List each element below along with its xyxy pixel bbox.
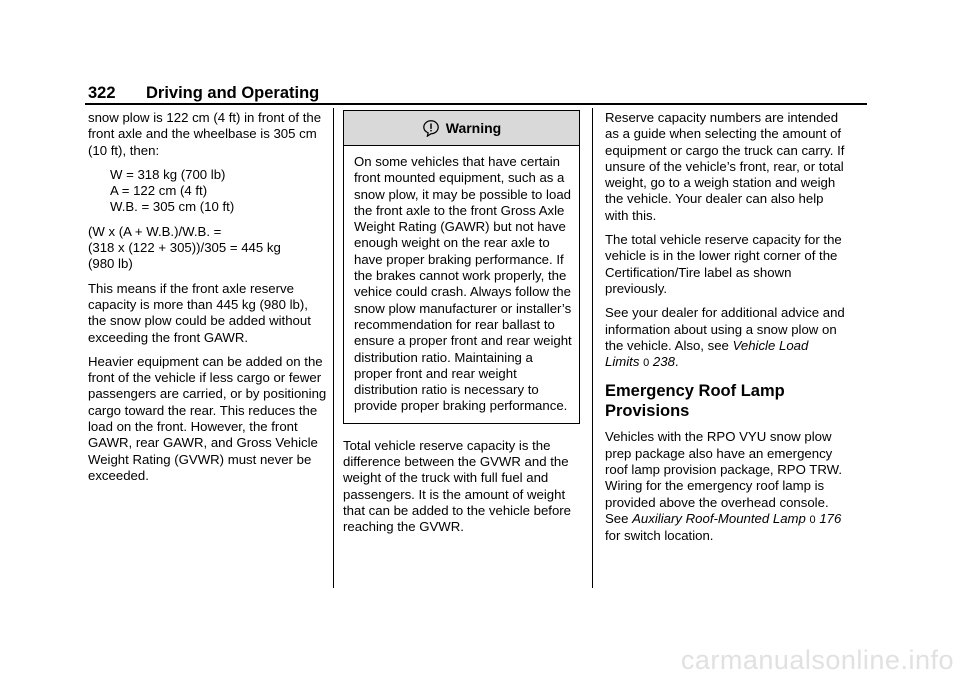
column-divider (592, 108, 593, 588)
formula-line: (318 x (122 + 305))/305 = 445 kg (88, 240, 281, 256)
see-dealer-paragraph (605, 305, 845, 371)
page-header (88, 84, 319, 103)
watermark: carmanualsonline.info (680, 645, 954, 675)
variable-a: A = 122 cm (4 ft) (110, 183, 208, 199)
formula (88, 224, 328, 273)
column-right (605, 110, 845, 553)
column-left (88, 110, 328, 492)
variable-w: W = 318 kg (700 lb) (110, 166, 226, 182)
formula-line: (980 lb) (88, 256, 133, 272)
warning-box (343, 110, 580, 424)
section-title: Driving and Operating (146, 84, 320, 102)
vehicle-load-limits-page[interactable]: 238 (652, 354, 675, 370)
rpo-text-end: for switch location. (605, 528, 714, 544)
page-reference-arrow: 0 (643, 357, 650, 370)
rpo-text: Vehicles with the RPO VYU snow plow prep package also have an emergency roof lamp provision package, RPO TRW. Wiring for the emergency roof lamp is provided above the overhead console. See (605, 429, 842, 526)
vehicle-load-limits-link[interactable]: Vehicle Load Limits (605, 337, 809, 370)
auxiliary-roof-lamp-page[interactable]: 176 (819, 510, 842, 526)
warning-header (344, 111, 579, 146)
column-middle (343, 110, 580, 544)
means-paragraph: This means if the front axle reserve capacity is more than 445 kg (980 lb), the snow plow could be added without exceeding the front GAWR. (88, 280, 311, 345)
reserve-capacity-paragraph: Reserve capacity numbers are intended as a guide when selecting the amount of equipment or cargo the truck can carry. If unsure of the vehicle’s front, rear, or total weight, go to a weigh station and weigh the vehicle. Your dealer can also help with this. (605, 110, 845, 223)
period: . (674, 354, 679, 370)
heavier-equipment-paragraph: Heavier equipment can be added on the front of the vehicle if less cargo or fewer passengers are carried, or by positioning cargo toward the rear. This reduces the load on the front. However, the front GAWR, rear GAWR, and Gross Vehicle Weight Rating (GVWR) must never be exceeded. (88, 353, 327, 483)
warning-icon (422, 119, 440, 137)
column-divider (333, 108, 334, 588)
page-reference-arrow: 0 (809, 513, 816, 526)
formula-line: (W x (A + W.B.)/W.B. = (88, 223, 222, 239)
warning-title: Warning (445, 119, 502, 136)
total-capacity-paragraph: Total vehicle reserve capacity is the difference between the GVWR and the weight of the truck with full fuel and passengers. It is the amount of weight that can be added to the vehicle before reaching the GVWR. (343, 437, 572, 535)
rpo-paragraph (605, 429, 845, 544)
page-number: 322 (88, 84, 116, 102)
header-rule (85, 103, 867, 105)
see-dealer-text: See your dealer for additional advice and information about using a snow plow on the vehicle. Also, see (605, 305, 845, 353)
variable-list (88, 167, 328, 216)
emergency-roof-lamp-heading: Emergency Roof Lamp Provisions (605, 382, 785, 421)
warning-text: On some vehicles that have certain front mounted equipment, such as a snow plow, it may be possible to load the front axle to the front Gross Axle Weight Rating (GAWR) but not have enough weight on the rear axle to have proper braking performance. If the brakes cannot work properly, the vehice could crash. Always follow the snow plow manufacturer or installer’s recommendation for rear ballast to ensure a proper front and rear weight distribution ratio. Maintaining a proper front and rear weight distribution ratio is necessary to provide proper braking performance. (354, 154, 572, 414)
intro-paragraph: snow plow is 122 cm (4 ft) in front of the front axle and the wheelbase is 305 cm (10 ft), then: (88, 110, 322, 158)
auxiliary-roof-lamp-link[interactable]: Auxiliary Roof-Mounted Lamp (632, 510, 806, 526)
capacity-location-paragraph: The total vehicle reserve capacity for the vehicle is in the lower right corner of the Certification/Tire label as shown previously. (605, 232, 842, 296)
variable-wb: W.B. = 305 cm (10 ft) (110, 199, 235, 215)
